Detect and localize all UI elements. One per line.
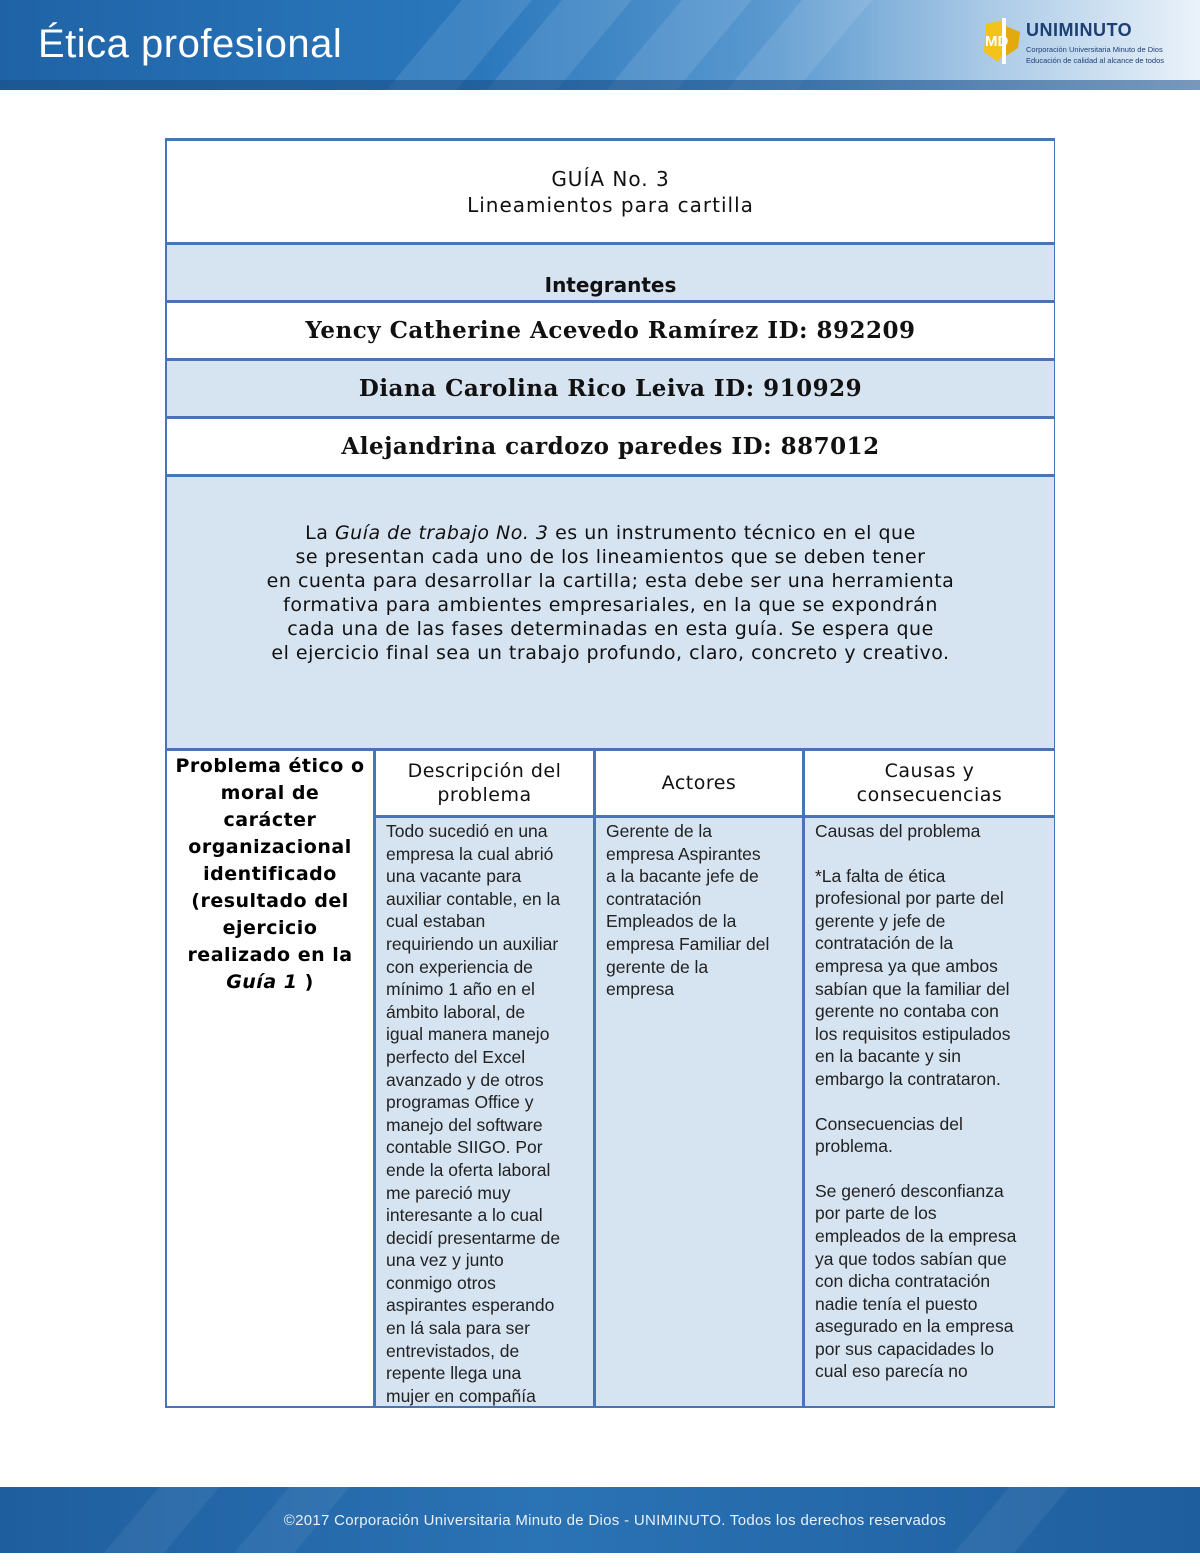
intro-paragraph xyxy=(167,477,1054,751)
causes-title: Causas del problema xyxy=(815,821,981,841)
description-line: interesante a lo cual xyxy=(386,1205,543,1226)
actors-cell xyxy=(596,818,802,1406)
problem-label-line: identificado xyxy=(203,863,337,885)
guide-number: GUÍA No. 3 xyxy=(551,166,670,191)
actors-line: contratación xyxy=(606,888,702,909)
problem-label-line: realizado en la xyxy=(187,944,353,966)
description-line: Todo sucedió en una xyxy=(386,821,548,841)
actors-line: empresa xyxy=(606,979,675,1000)
consequences-line: Se generó desconfianza xyxy=(815,1180,1004,1201)
description-line: mujer en compañía xyxy=(386,1385,536,1406)
problem-label-line: moral de xyxy=(220,782,320,804)
description-line: una vez y junto xyxy=(386,1250,504,1271)
description-line: entrevistados, de xyxy=(386,1340,520,1361)
consequences-line: con dicha contratación xyxy=(815,1271,991,1292)
problem-label-line: carácter xyxy=(223,809,317,831)
members-heading: Integrantes xyxy=(167,245,1054,303)
description-line: ende la oferta laboral xyxy=(386,1159,551,1180)
actors-line: Gerente de la xyxy=(606,821,713,841)
actors-line: Empleados de la xyxy=(606,911,737,932)
guide-1-reference: Guía 1 xyxy=(226,971,298,993)
uniminuto-logo xyxy=(982,14,1182,72)
description-line: mínimo 1 año en el xyxy=(386,979,535,1000)
causes-line: profesional por parte del xyxy=(815,888,1004,909)
causes-line: empresa ya que ambos xyxy=(815,955,998,976)
causes-line: los requisitos estipulados xyxy=(815,1023,1011,1044)
description-line: empresa la cual abrió xyxy=(386,843,554,864)
description-line: con experiencia de xyxy=(386,956,533,977)
consequences-line: por sus capacidades lo xyxy=(815,1338,994,1359)
description-line: auxiliar contable, en la xyxy=(386,888,561,909)
header-causes: Causas y consecuencias xyxy=(805,751,1054,818)
causes-line: *La falta de ética xyxy=(815,865,946,886)
problem-label-line: Guía 1 ) xyxy=(226,971,314,993)
description-line: me pareció muy xyxy=(386,1182,511,1203)
intro-line: cada una de las fases determinadas en esta guía. Se espera que xyxy=(287,617,934,640)
intro-line: el ejercicio final sea un trabajo profundo, claro, concreto y creativo. xyxy=(271,641,950,664)
member-3: Alejandrina cardozo paredes ID: 887012 xyxy=(167,419,1054,477)
description-line: avanzado y de otros xyxy=(386,1069,544,1090)
description-line: en lá sala para ser xyxy=(386,1318,530,1339)
consequences-line: por parte de los xyxy=(815,1203,937,1224)
causes-line: sabían que la familiar del xyxy=(815,978,1010,999)
description-cell xyxy=(376,818,593,1406)
causes-line: gerente y jefe de xyxy=(815,910,946,931)
causes-line: embargo la contrataron. xyxy=(815,1068,1001,1089)
problem-label-line: ejercicio xyxy=(222,917,318,939)
description-line: aspirantes esperando xyxy=(386,1295,555,1316)
consequences-title-line: problema. xyxy=(815,1136,893,1157)
actors-line: a la bacante jefe de xyxy=(606,866,759,887)
description-line: igual manera manejo xyxy=(386,1024,550,1045)
causes-line: gerente no contaba con xyxy=(815,1001,999,1022)
header-description: Descripción del problema xyxy=(376,751,593,818)
description-line: programas Office y xyxy=(386,1092,534,1113)
causes-line: en la bacante y sin xyxy=(815,1046,961,1067)
member-2: Diana Carolina Rico Leiva ID: 910929 xyxy=(167,361,1054,419)
intro-line: formativa para ambientes empresariales, en la que se expondrán xyxy=(283,593,938,616)
description-line: manejo del software xyxy=(386,1114,543,1135)
consequences-line: ya que todos sabían que xyxy=(815,1248,1007,1269)
consequences-title-line: Consecuencias del xyxy=(815,1113,963,1134)
causes-line: contratación de la xyxy=(815,933,954,954)
copyright-text: ©2017 Corporación Universitaria Minuto de Dios - UNIMINUTO. Todos los derechos reservados xyxy=(283,1512,947,1529)
uniminuto-logo-icon xyxy=(982,18,1022,64)
header-actors: Actores xyxy=(596,751,802,818)
description-line: requiriendo un auxiliar xyxy=(386,933,559,954)
problem-label-line: Problema ético o xyxy=(175,755,365,777)
logo-tagline-2: Educación de calidad al alcance de todos xyxy=(1026,56,1165,65)
intro-line: se presentan cada uno de los lineamientos que se deben tener xyxy=(295,545,926,568)
logo-mark-text: MD xyxy=(985,33,1009,50)
consequences-line: nadie tenía el puesto xyxy=(815,1293,978,1314)
causes-cell xyxy=(805,818,1054,1406)
intro-guide-reference: Guía de trabajo No. 3 xyxy=(334,521,549,544)
consequences-line: cual eso parecía no xyxy=(815,1361,968,1382)
consequences-line: asegurado en la empresa xyxy=(815,1316,1014,1337)
ethical-problem-label-cell xyxy=(167,751,373,1406)
description-line: una vacante para xyxy=(386,866,522,887)
description-line: cual estaban xyxy=(386,911,486,932)
guide-subtitle: Lineamientos para cartilla xyxy=(467,192,754,217)
guide-title-cell xyxy=(167,141,1054,245)
actors-line: empresa Familiar del xyxy=(606,933,770,954)
member-1: Yency Catherine Acevedo Ramírez ID: 892209 xyxy=(167,303,1054,361)
description-line: conmigo otros xyxy=(386,1272,496,1293)
problem-label-line: (resultado del xyxy=(191,890,349,912)
logo-name: UNIMINUTO xyxy=(1026,20,1133,40)
intro-line-1: La Guía de trabajo No. 3 es un instrumento técnico en el que xyxy=(305,521,916,544)
description-line: decidí presentarme de xyxy=(386,1227,561,1248)
description-line: ámbito laboral, de xyxy=(386,1001,526,1022)
document-title: Ética profesional xyxy=(38,22,343,66)
description-line: contable SIIGO. Por xyxy=(386,1137,543,1158)
actors-line: gerente de la xyxy=(606,956,709,977)
actors-line: empresa Aspirantes xyxy=(606,843,761,864)
logo-tagline-1: Corporación Universitaria Minuto de Dios xyxy=(1026,45,1163,54)
intro-line: en cuenta para desarrollar la cartilla; esta debe ser una herramienta xyxy=(266,569,955,592)
description-line: perfecto del Excel xyxy=(386,1046,526,1067)
description-line: repente llega una xyxy=(386,1363,522,1384)
problem-label-line: organizacional xyxy=(188,836,352,858)
consequences-line: empleados de la empresa xyxy=(815,1225,1017,1246)
